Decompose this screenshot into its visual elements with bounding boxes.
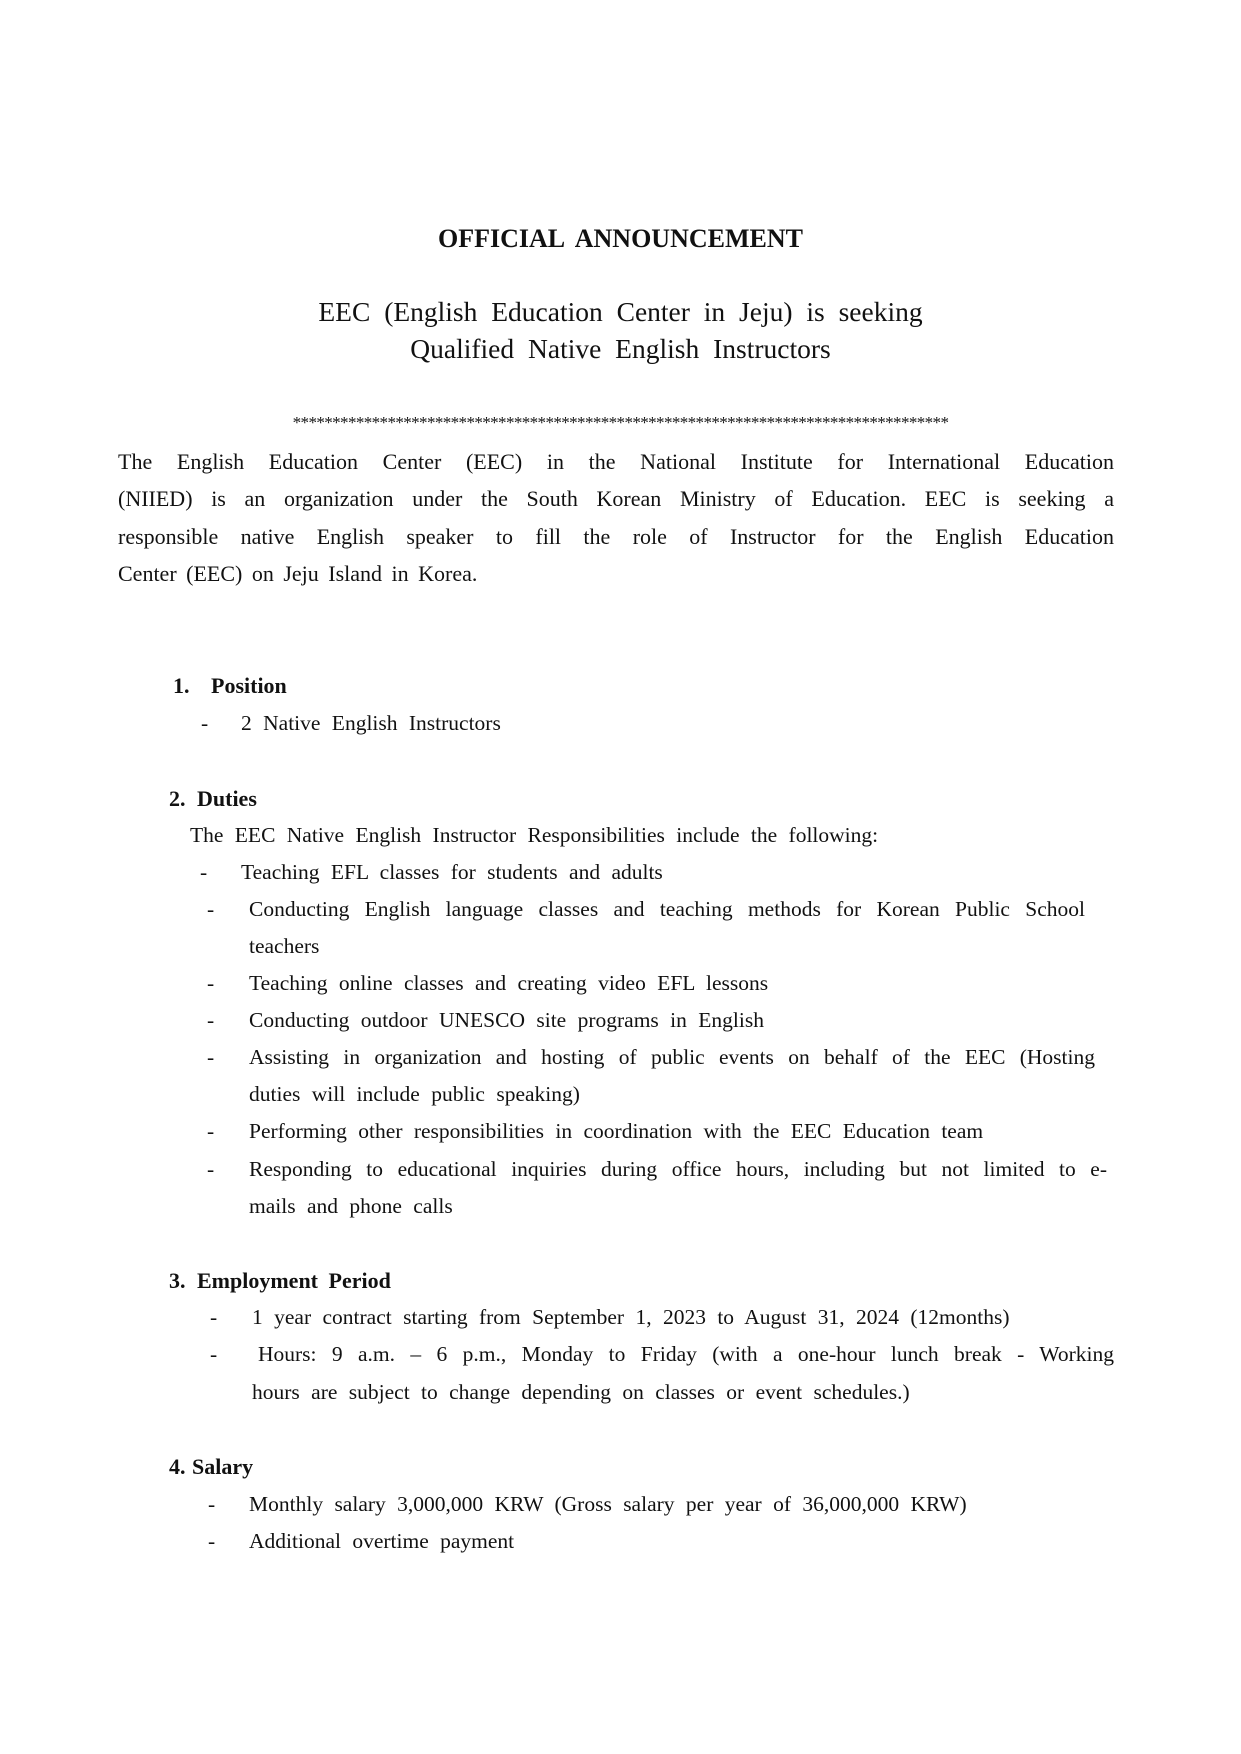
section-heading: Employment Period	[197, 1268, 391, 1293]
list-item: 2 Native English Instructors	[241, 711, 501, 735]
intro-line-2: (NIIED) is an organization under the South Korean Ministry of Education. EEC is seeking a	[118, 486, 1114, 511]
list-item: Conducting outdoor UNESCO site programs in English	[249, 1008, 764, 1032]
section-heading: Salary	[192, 1454, 254, 1479]
list-item-continued: hours are subject to change depending on classes or event schedules.)	[252, 1380, 910, 1404]
bullet-dash: -	[208, 1492, 216, 1516]
list-item: Hours: 9 a.m. – 6 p.m., Monday to Friday (with a one-hour lunch break - Working	[258, 1342, 1114, 1366]
section-heading: Duties	[197, 786, 257, 811]
separator: ***********************************************************************************	[292, 413, 949, 432]
list-item: Conducting English language classes and teaching methods for Korean Public School	[249, 897, 1085, 921]
section-number: 2.	[169, 786, 186, 811]
list-item: Responding to educational inquiries during office hours, including but not limited to e-	[249, 1157, 1107, 1181]
bullet-dash: -	[207, 1157, 215, 1181]
intro-line-1: The English Education Center (EEC) in the National Institute for International Education	[118, 449, 1114, 474]
list-item: Teaching online classes and creating video EFL lessons	[249, 971, 769, 995]
subtitle-line-2: Qualified Native English Instructors	[410, 333, 831, 364]
intro-line-3: responsible native English speaker to fill the role of Instructor for the English Education	[118, 524, 1114, 549]
list-item: Additional overtime payment	[249, 1529, 515, 1553]
list-item: Teaching EFL classes for students and adults	[241, 860, 663, 884]
list-item: Monthly salary 3,000,000 KRW (Gross salary per year of 36,000,000 KRW)	[249, 1492, 967, 1516]
duties-intro: The EEC Native English Instructor Responsibilities include the following:	[190, 823, 879, 847]
section-number: 1.	[173, 673, 190, 698]
list-item-continued: teachers	[249, 934, 320, 958]
list-item-continued: mails and phone calls	[249, 1194, 453, 1218]
list-item-continued: duties will include public speaking)	[249, 1082, 580, 1106]
bullet-dash: -	[207, 971, 215, 995]
list-item: Assisting in organization and hosting of public events on behalf of the EEC (Hosting	[249, 1045, 1095, 1069]
page-title: OFFICIAL ANNOUNCEMENT	[438, 224, 803, 253]
bullet-dash: -	[207, 1119, 215, 1143]
bullet-dash: -	[210, 1342, 218, 1366]
section-heading: Position	[211, 673, 287, 698]
bullet-dash: -	[208, 1529, 216, 1553]
bullet-dash: -	[207, 1045, 215, 1069]
subtitle-line-1: EEC (English Education Center in Jeju) is seeking	[318, 296, 923, 327]
intro-line-4: Center (EEC) on Jeju Island in Korea.	[118, 561, 478, 586]
list-item: Performing other responsibilities in coordination with the EEC Education team	[249, 1119, 984, 1143]
bullet-dash: -	[207, 897, 215, 921]
bullet-dash: -	[210, 1305, 218, 1329]
section-number: 4.	[169, 1454, 186, 1479]
bullet-dash: -	[207, 1008, 215, 1032]
list-item: 1 year contract starting from September 1, 2023 to August 31, 2024 (12months)	[252, 1305, 1010, 1329]
section-number: 3.	[169, 1268, 186, 1293]
bullet-dash: -	[200, 860, 208, 884]
bullet-dash: -	[201, 711, 209, 735]
